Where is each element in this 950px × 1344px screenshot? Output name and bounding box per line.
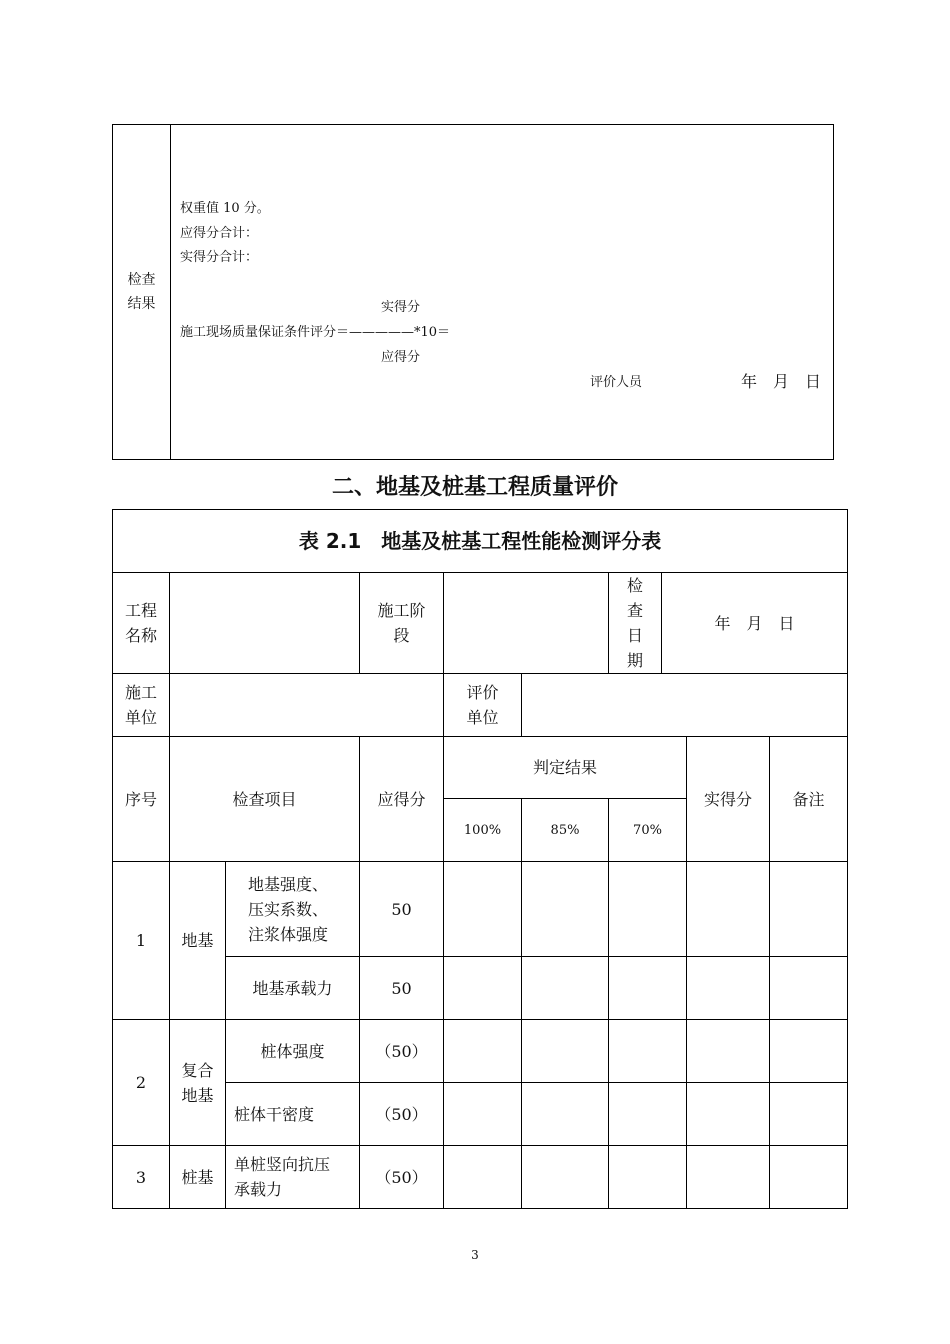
row-seq: 2 (113, 1020, 170, 1146)
cell-85 (522, 1020, 609, 1083)
fraction-denominator: 应得分 (381, 350, 421, 365)
row-score: 50 (360, 862, 444, 957)
score-table (112, 509, 848, 1209)
cell-100 (444, 862, 522, 957)
cell-remark (770, 1146, 848, 1209)
row-category: 地基 (170, 862, 226, 1020)
evaluator-label: 评价人员 (590, 375, 643, 390)
cell-100 (444, 1020, 522, 1083)
row-score: （50） (360, 1020, 444, 1083)
section-title: 二、地基及桩基工程质量评价 (331, 475, 618, 500)
check-result-label: 检查 结果 (127, 272, 156, 312)
cell-actual (687, 1083, 770, 1146)
cell-70 (609, 862, 687, 957)
weight-line: 权重值 10 分。 (180, 201, 270, 216)
fraction-bar: ————— (349, 325, 415, 340)
table-row (113, 862, 848, 957)
header-100: 100% (444, 799, 522, 862)
cell-remark (770, 1083, 848, 1146)
row-category: 桩基 (170, 1146, 226, 1209)
actual-total: 实得分合计： (180, 250, 259, 265)
row-item: 地基强度、 压实系数、 注浆体强度 (226, 862, 360, 957)
fraction-numerator: 实得分 (381, 300, 421, 315)
header-item: 检查项目 (170, 737, 360, 862)
row-score: （50） (360, 1083, 444, 1146)
cell-remark (770, 957, 848, 1020)
check-date-label: 检 查 日 期 (609, 573, 662, 674)
formula-left: 施工现场质量保证条件评分＝ (180, 325, 350, 340)
header-should: 应得分 (360, 737, 444, 862)
construction-unit-label: 施工 单位 (113, 674, 170, 737)
project-name-value (170, 573, 360, 674)
cell-actual (687, 1020, 770, 1083)
formula-line (180, 321, 450, 340)
cell-100 (444, 1146, 522, 1209)
table-row (113, 1146, 848, 1209)
cell-85 (522, 957, 609, 1020)
header-85: 85% (522, 799, 609, 862)
row-item: 桩体强度 (226, 1020, 360, 1083)
row-item: 地基承载力 (226, 957, 360, 1020)
cell-100 (444, 1083, 522, 1146)
project-name-label: 工程 名称 (113, 573, 170, 674)
cell-100 (444, 957, 522, 1020)
cell-actual (687, 862, 770, 957)
row-category: 复合 地基 (170, 1020, 226, 1146)
eval-unit-value (522, 674, 848, 737)
should-total: 应得分合计： (180, 226, 259, 241)
row-score: （50） (360, 1146, 444, 1209)
eval-unit-label: 评价 单位 (444, 674, 522, 737)
page-number: 3 (471, 1248, 479, 1262)
header-judge: 判定结果 (444, 737, 687, 799)
evaluation-date: 年 月 日 (741, 372, 822, 391)
cell-85 (522, 862, 609, 957)
cell-85 (522, 1146, 609, 1209)
header-remark: 备注 (770, 737, 848, 862)
table-title: 表 2.1 地基及桩基工程性能检测评分表 (113, 510, 848, 573)
cell-actual (687, 1146, 770, 1209)
cell-70 (609, 1146, 687, 1209)
column-divider (170, 125, 171, 459)
cell-actual (687, 957, 770, 1020)
row-score: 50 (360, 957, 444, 1020)
check-result-box (112, 124, 834, 460)
row-seq: 1 (113, 862, 170, 1020)
header-70: 70% (609, 799, 687, 862)
stage-label: 施工阶 段 (360, 573, 444, 674)
cell-70 (609, 957, 687, 1020)
construction-unit-value (170, 674, 444, 737)
table-row (113, 1020, 848, 1083)
formula-right: *10＝ (414, 325, 451, 340)
row-item: 单桩竖向抗压 承载力 (226, 1146, 360, 1209)
row-item: 桩体干密度 (226, 1083, 360, 1146)
header-seq: 序号 (113, 737, 170, 862)
cell-70 (609, 1083, 687, 1146)
cell-remark (770, 862, 848, 957)
cell-85 (522, 1083, 609, 1146)
cell-70 (609, 1020, 687, 1083)
header-actual: 实得分 (687, 737, 770, 862)
stage-value (444, 573, 609, 674)
check-date-value: 年 月 日 (662, 573, 848, 674)
cell-remark (770, 1020, 848, 1083)
row-seq: 3 (113, 1146, 170, 1209)
